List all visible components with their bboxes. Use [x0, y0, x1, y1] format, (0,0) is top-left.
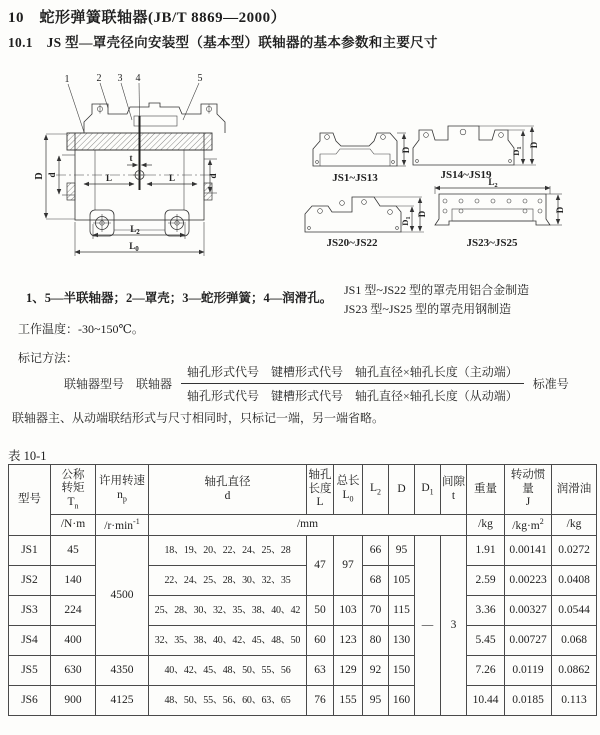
cell-bores: 48、50、55、56、60、63、65	[149, 686, 307, 716]
callout-1: 1	[64, 74, 70, 85]
cell-model: JS6	[9, 686, 51, 716]
variant2-dim-D1: $D_1$	[511, 146, 523, 156]
callout-5: 5	[197, 73, 203, 84]
marking-fraction	[181, 363, 524, 404]
cell-model: JS4	[9, 626, 51, 656]
cell-L0: 103	[334, 596, 363, 626]
shell-variants-drawing	[300, 118, 598, 268]
cell-model: JS3	[9, 596, 51, 626]
col-header-D1: $D_1$	[415, 465, 441, 515]
cell-inertia: 0.0119	[505, 656, 552, 686]
col-header-L2: $L_2$	[363, 465, 389, 515]
cell-oil: 0.0408	[552, 566, 597, 596]
cell-torque: 630	[51, 656, 96, 686]
col-header-total-length: 总长 $L_0$	[334, 465, 363, 515]
cell-weight: 5.45	[467, 626, 505, 656]
variant2-label: JS14~JS19	[440, 169, 492, 181]
dim-L-right-label: L	[168, 173, 176, 183]
material-note-aluminium: JS1 型~JS22 型的罩壳用铝合金制造	[344, 283, 530, 297]
marking-formula	[64, 363, 569, 404]
coupling-section-drawing	[12, 72, 304, 274]
section-title: 10.1 JS 型—罩壳径向安装型（基本型）联轴器的基本参数和主要尺寸	[8, 35, 438, 50]
dim-L0-label: $L_0$	[129, 241, 139, 253]
cell-L0-merged: 97	[334, 536, 363, 596]
col-header-length: 轴孔 长度 L	[307, 465, 334, 515]
col-header-weight: 重量	[467, 465, 505, 515]
cell-model: JS2	[9, 566, 51, 596]
cell-weight: 1.91	[467, 536, 505, 566]
unit-mm: /mm	[149, 515, 467, 536]
dim-d-left-label: d	[47, 172, 57, 178]
cell-model: JS5	[9, 656, 51, 686]
cell-D: 130	[389, 626, 415, 656]
cell-bores: 32、35、38、40、42、45、48、50	[149, 626, 307, 656]
cell-torque: 140	[51, 566, 96, 596]
col-header-inertia: 转动惯量 J	[505, 465, 552, 515]
cell-D: 150	[389, 656, 415, 686]
cell-L2: 66	[363, 536, 389, 566]
cell-oil: 0.113	[552, 686, 597, 716]
cell-oil: 0.068	[552, 626, 597, 656]
cell-bores: 40、42、45、48、50、55、56	[149, 656, 307, 686]
unit-oil: /kg	[552, 515, 597, 536]
cell-torque: 400	[51, 626, 96, 656]
cell-L0: 129	[334, 656, 363, 686]
col-header-torque: 公称 转矩 $T_n$	[51, 465, 96, 515]
marking-suffix: 标准号	[532, 377, 569, 391]
variant4-dim-D: D	[555, 206, 565, 214]
cell-bores: 25、28、30、32、35、38、40、42	[149, 596, 307, 626]
cell-L-merged: 47	[307, 536, 334, 596]
callout-4: 4	[135, 73, 141, 84]
cell-torque: 900	[51, 686, 96, 716]
cell-D1-merged: —	[415, 536, 441, 716]
cell-L2: 95	[363, 686, 389, 716]
dim-L2-label: $L_2$	[130, 224, 140, 236]
callout-2: 2	[96, 73, 102, 84]
variant4-label: JS23~JS25	[466, 237, 518, 249]
cell-inertia: 0.00141	[505, 536, 552, 566]
variant2-dim-D: D	[529, 141, 539, 149]
cell-L: 76	[307, 686, 334, 716]
page-title: 10 蛇形弹簧联轴器(JB/T 8869—2000）	[8, 10, 287, 26]
cell-torque: 45	[51, 536, 96, 566]
cell-L2: 68	[363, 566, 389, 596]
cell-weight: 7.26	[467, 656, 505, 686]
marking-method-heading: 标记方法：	[18, 351, 79, 365]
cell-L0: 155	[334, 686, 363, 716]
cell-D: 115	[389, 596, 415, 626]
variant1-label: JS1~JS13	[332, 172, 378, 184]
variant3-dim-D1: $D_1$	[400, 216, 412, 226]
unit-weight: /kg	[467, 515, 505, 536]
dim-d-right-label: d	[208, 173, 218, 179]
cell-oil: 0.0272	[552, 536, 597, 566]
table-row	[9, 656, 597, 686]
cell-weight: 10.44	[467, 686, 505, 716]
variant3-label: JS20~JS22	[326, 237, 378, 249]
table-caption: 表 10-1	[8, 449, 47, 463]
col-header-oil: 润滑油	[552, 465, 597, 515]
variant1-dim-D: D	[401, 146, 411, 154]
cell-speed: 4350	[96, 656, 149, 686]
cell-inertia: 0.00223	[505, 566, 552, 596]
callout-3: 3	[117, 73, 123, 84]
variant3-dim-D: D	[417, 210, 427, 218]
cell-L: 50	[307, 596, 334, 626]
cell-torque: 224	[51, 596, 96, 626]
cell-gap-merged: 3	[441, 536, 467, 716]
dim-t-label: t	[129, 153, 133, 163]
cell-oil: 0.0862	[552, 656, 597, 686]
cell-L: 63	[307, 656, 334, 686]
cell-L: 60	[307, 626, 334, 656]
table-row	[9, 536, 597, 566]
cell-inertia: 0.00327	[505, 596, 552, 626]
variant4-dim-L2: $L_2$	[488, 177, 498, 189]
col-header-bore: 轴孔直径 d	[149, 465, 307, 515]
cell-D: 160	[389, 686, 415, 716]
cell-D: 95	[389, 536, 415, 566]
marking-denominator: 轴孔形式代号 键槽形式代号 轴孔直径×轴孔长度（从动端）	[187, 389, 518, 403]
cell-speed: 4125	[96, 686, 149, 716]
cell-bores: 18、19、20、22、24、25、28	[149, 536, 307, 566]
marking-prefix: 联轴器型号 联轴器	[64, 377, 173, 391]
col-header-speed: 许用转速 $n_p$	[96, 465, 149, 515]
cell-inertia: 0.00727	[505, 626, 552, 656]
unit-speed: $/r\cdot\min^{-1}$	[96, 515, 149, 536]
table-row	[9, 686, 597, 716]
material-note-steel: JS23 型~JS25 型的罩壳用钢制造	[344, 301, 512, 316]
unit-torque: /N·m	[51, 515, 96, 536]
col-header-D: D	[389, 465, 415, 515]
working-temperature: 工作温度：-30~150℃。	[18, 322, 144, 336]
cell-speed-merged: 4500	[96, 536, 149, 656]
cell-weight: 2.59	[467, 566, 505, 596]
col-header-model: 型号	[9, 465, 51, 536]
cell-bores: 22、24、25、28、30、32、35	[149, 566, 307, 596]
dim-D-label: D	[34, 172, 45, 180]
marking-numerator: 轴孔形式代号 键槽形式代号 轴孔直径×轴孔长度（主动端）	[181, 363, 524, 384]
cell-D: 105	[389, 566, 415, 596]
marking-note: 联轴器主、从动端联结形式与尺寸相同时，只标记一端，另一端省略。	[12, 411, 385, 425]
parameters-table	[8, 464, 597, 716]
cell-L2: 92	[363, 656, 389, 686]
cell-model: JS1	[9, 536, 51, 566]
cell-oil: 0.0544	[552, 596, 597, 626]
cell-inertia: 0.0185	[505, 686, 552, 716]
dim-L-left-label: L	[105, 173, 113, 183]
parts-legend: 1、5—半联轴器；2—罩壳；3—蛇形弹簧；4—润滑孔。	[26, 291, 333, 305]
cell-L2: 80	[363, 626, 389, 656]
unit-inertia: $/kg\cdot m^2$	[505, 515, 552, 536]
cell-weight: 3.36	[467, 596, 505, 626]
col-header-gap: 间隙 t	[441, 465, 467, 515]
cell-L0: 123	[334, 626, 363, 656]
material-notes	[344, 281, 529, 318]
cell-L2: 70	[363, 596, 389, 626]
